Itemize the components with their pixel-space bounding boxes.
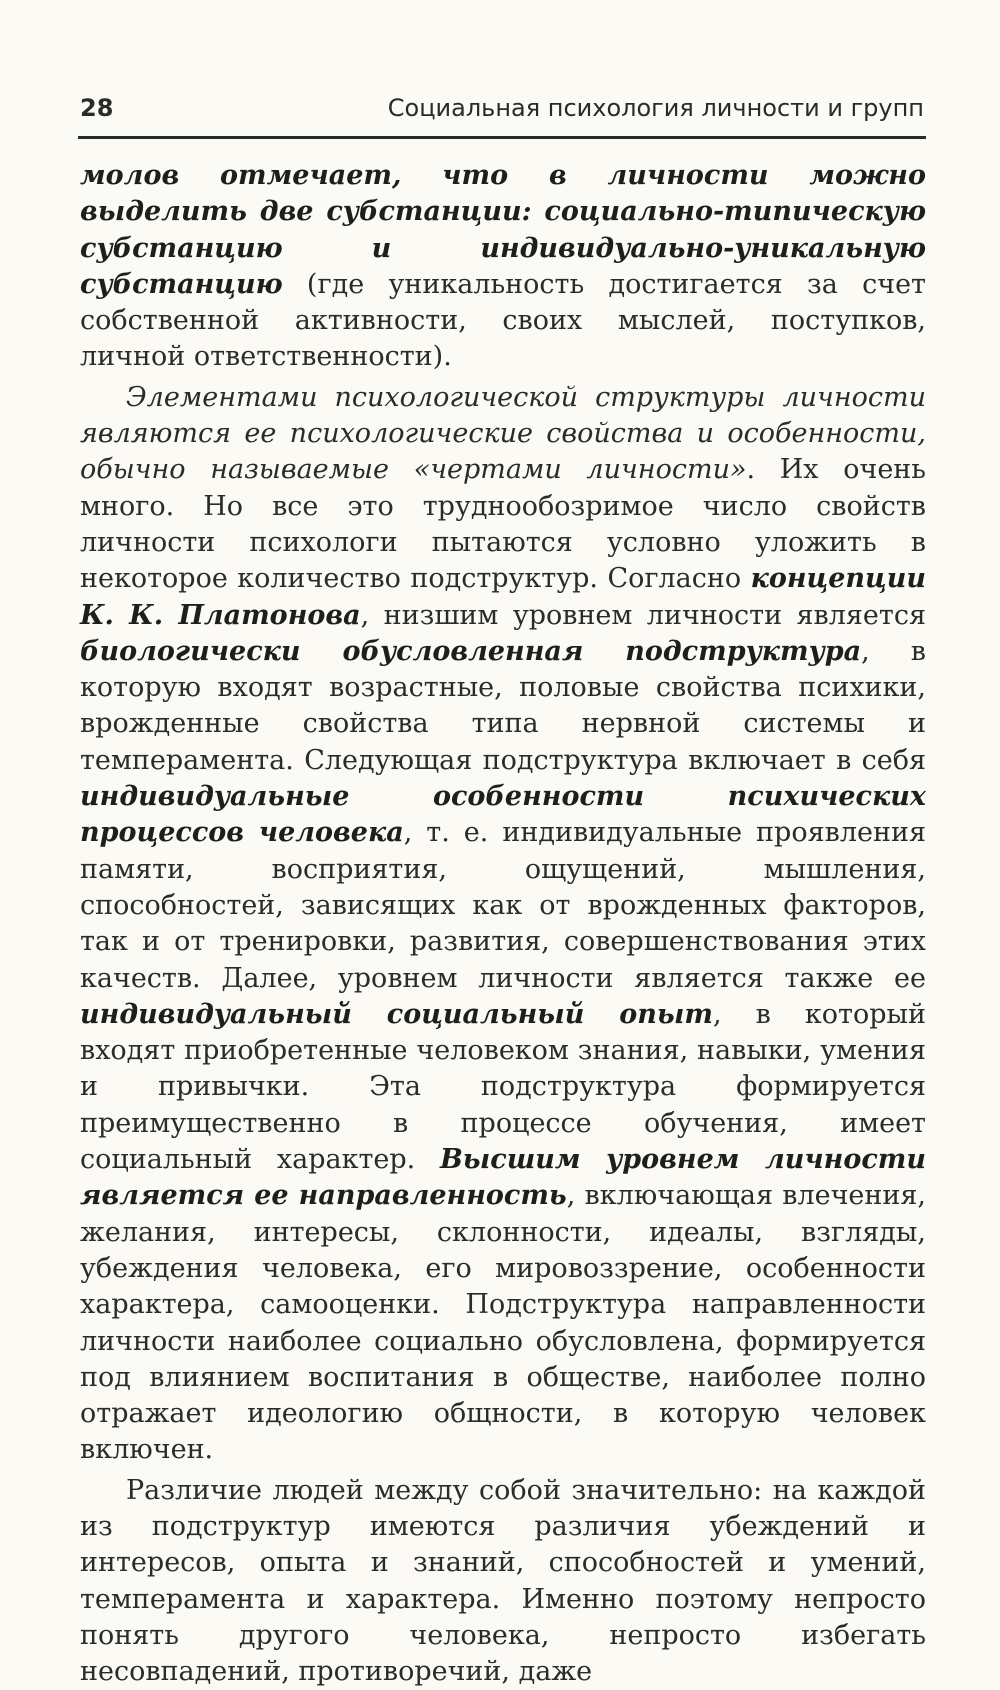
header-rule — [78, 136, 926, 139]
italic-text: Элементами психологической структуры личности являются ее психологические свойства и особенности, обычно называемые «чертами личности» — [80, 381, 926, 486]
body-text — [80, 158, 926, 1690]
page-number: 28 — [80, 94, 114, 122]
emphasis-text: Высшим уровнем личности является ее направленность — [80, 1144, 926, 1212]
running-head — [78, 88, 926, 128]
plain-text: , в которую входят возрастные, половые свойства психики, врожденные свойства типа нервной системы и темперамента. Следующая подструктура включает в себя — [80, 635, 926, 776]
plain-text: , включающая влечения, желания, интересы, склонности, идеалы, взгляды, убеждения человека, его мировоззрение, особенности характера, самооценки. Подструктура направленности личности наиболее социально обусловлена, формируется под влиянием воспитания в обществе, наиболее полно отражает идеологию общности, в которую человек включен. — [80, 1180, 927, 1466]
plain-text: , т. е. индивидуальные проявления памяти, восприятия, ощущений, мышления, способностей, зависящих как от врожденных факторов, так и от тренировки, развития, совершенствования этих качеств. Далее, уровнем личности является также ее — [80, 817, 926, 994]
emphasis-text: молов отмечает, что в личности можно выделить две субстанции: социально-типическую субстанцию и индивидуально-уникальную субстанцию — [80, 160, 926, 300]
paragraph-1 — [80, 158, 926, 376]
paragraph-2 — [80, 380, 926, 1469]
plain-text: , низшим уровнем личности является — [360, 599, 926, 631]
emphasis-text: индивидуальный социальный опыт — [80, 998, 713, 1030]
emphasis-text: индивидуальные особенности психических процессов человека — [80, 781, 926, 849]
emphasis-text: биологически обусловленная подструктура — [80, 635, 862, 667]
running-title: Социальная психология личности и групп — [387, 94, 924, 122]
plain-text: Различие людей между собой значительно: на каждой из подструктур имеются различия убеждений и интересов, опыта и знаний, способностей и умений, темперамента и характера. Именно поэтому непросто понять другого человека, непросто избегать несовпадений, противоречий, даже — [80, 1474, 926, 1688]
plain-text: (где уникальность достигается за счет собственной активности, своих мыслей, поступков, личной ответственности). — [80, 268, 926, 373]
paragraph-3 — [80, 1473, 926, 1690]
plain-text: . Их очень много. Но все это труднообозримое число свойств личности психологи пытаются условно уложить в некоторое количество подструктур. Согласно — [80, 454, 926, 595]
plain-text: , в который входят приобретенные человеком знания, навыки, умения и привычки. Эта подструктура формируется преимущественно в процессе обучения, имеет социальный характер. — [80, 998, 927, 1176]
emphasis-text: концепции К. К. Платонова — [80, 563, 926, 631]
